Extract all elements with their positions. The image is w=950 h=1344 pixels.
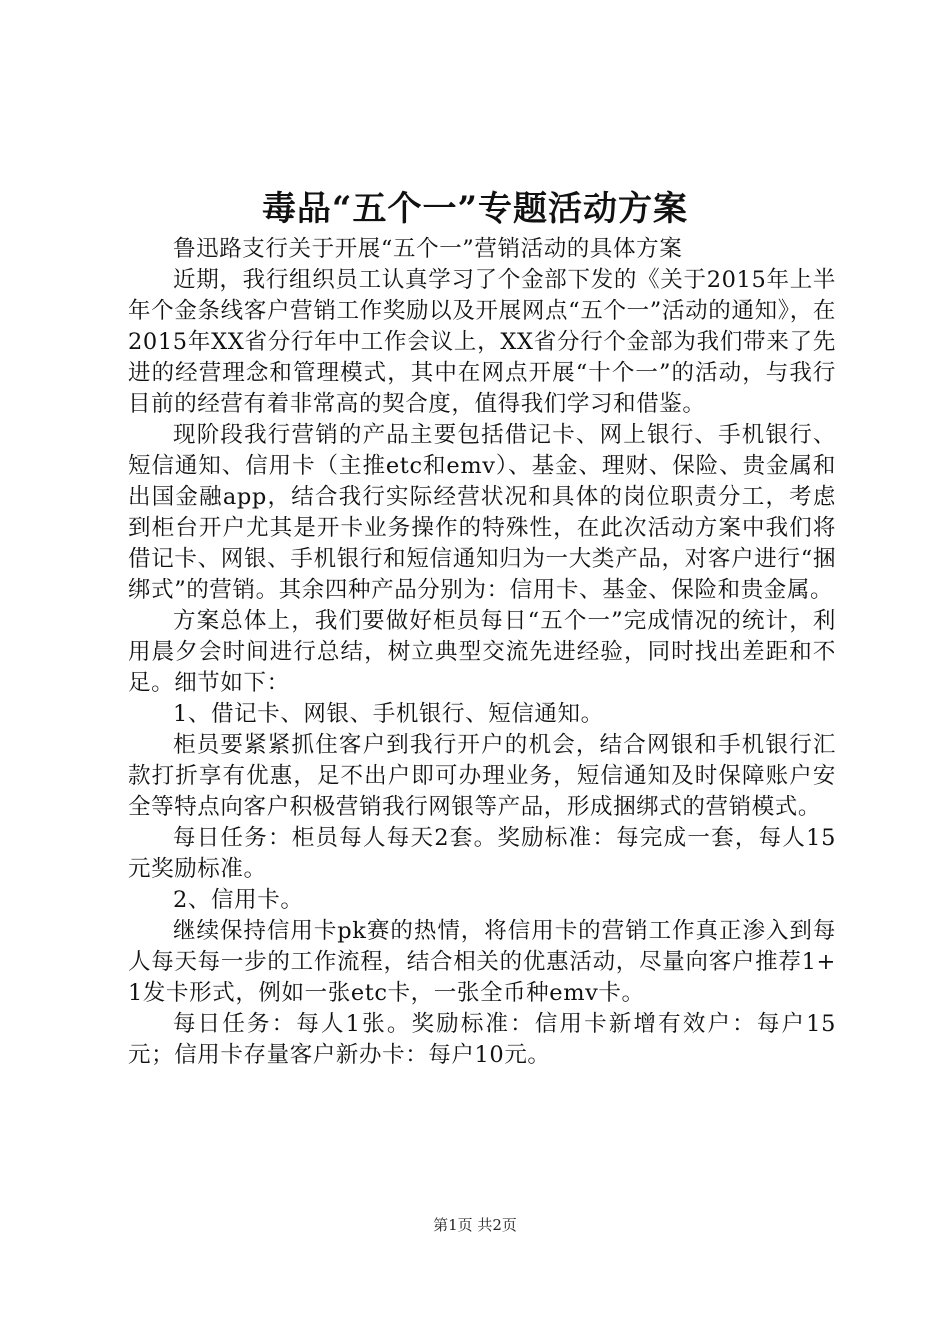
paragraph-credit-task: 每日任务：每人1张。奖励标准：信用卡新增有效户：每户15元；信用卡存量客户新办卡：每户10元。 bbox=[128, 1011, 836, 1068]
paragraph-credit-detail: 继续保持信用卡pk赛的热情，将信用卡的营销工作真正渗入到每人每天每一步的工作流程，结合相关的优惠活动，尽量向客户推荐1+1发卡形式，例如一张etc卡，一张全币种emv卡。 bbox=[128, 918, 836, 1006]
page-footer: 第1页 共2页 bbox=[433, 1216, 517, 1234]
document-body bbox=[128, 234, 836, 1071]
paragraph-intro: 近期，我行组织员工认真学习了个金部下发的《关于2015年上半年个金条线客户营销工作奖励以及开展网点“五个一”活动的通知》，在2015年XX省分行年中工作会议上，XX省分行个金部为我们带来了先进的经营理念和管理模式，其中在网点开展“十个一”的活动，与我行目前的经营有着非常高的契合度，值得我们学习和借鉴。 bbox=[128, 267, 836, 417]
section-heading-credit: 2、信用卡。 bbox=[173, 887, 304, 913]
paragraph-debit-task: 每日任务：柜员每人每天2套。奖励标准：每完成一套，每人15元奖励标准。 bbox=[128, 825, 836, 882]
paragraph-products: 现阶段我行营销的产品主要包括借记卡、网上银行、手机银行、短信通知、信用卡（主推etc和emv）、基金、理财、保险、贵金属和出国金融app，结合我行实际经营状况和具体的岗位职责分工，考虑到柜台开户尤其是开卡业务操作的特殊性，在此次活动方案中我们将借记卡、网银、手机银行和短信通知归为一大类产品，对客户进行“捆绑式”的营销。其余四种产品分别为：信用卡、基金、保险和贵金属。 bbox=[128, 422, 836, 603]
paragraph-overview: 方案总体上，我们要做好柜员每日“五个一”完成情况的统计，利用晨夕会时间进行总结，树立典型交流先进经验，同时找出差距和不足。细节如下： bbox=[128, 608, 836, 696]
section-heading-debit: 1、借记卡、网银、手机银行、短信通知。 bbox=[173, 701, 604, 727]
document-title: 毒品“五个一”专题活动方案 bbox=[261, 189, 689, 229]
paragraph-debit-detail: 柜员要紧紧抓住客户到我行开户的机会，结合网银和手机银行汇款打折享有优惠，足不出户即可办理业务，短信通知及时保障账户安全等特点向客户积极营销我行网银等产品，形成捆绑式的营销模式。 bbox=[128, 732, 836, 820]
paragraph-subtitle: 鲁迅路支行关于开展“五个一”营销活动的具体方案 bbox=[173, 236, 683, 262]
